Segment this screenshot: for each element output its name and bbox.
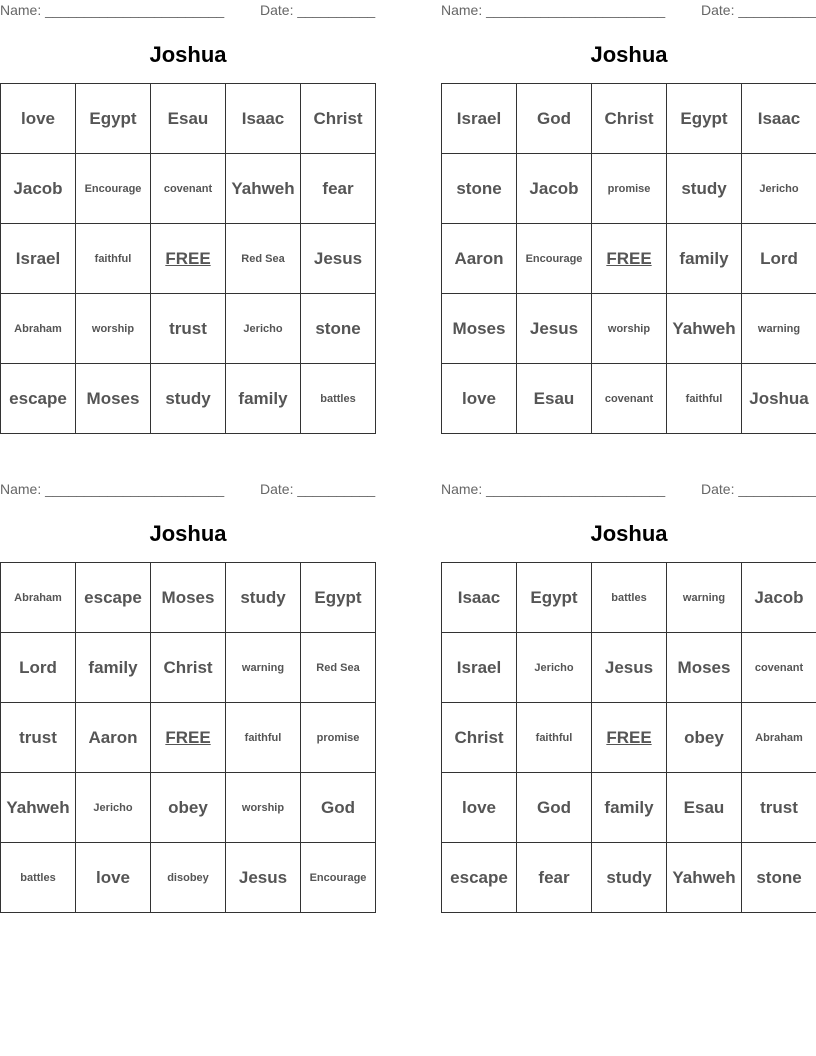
bingo-cell: Moses	[151, 563, 226, 633]
grid-row	[1, 364, 376, 434]
bingo-cell: family	[592, 773, 667, 843]
bingo-cell: Esau	[517, 364, 592, 434]
grid-row	[1, 563, 376, 633]
bingo-cell: love	[442, 364, 517, 434]
bingo-cell: Egypt	[667, 84, 742, 154]
bingo-cell: battles	[592, 563, 667, 633]
bingo-cell: trust	[1, 703, 76, 773]
bingo-cell: Christ	[592, 84, 667, 154]
date-field-label: Date: __________	[701, 481, 816, 497]
bingo-cell: family	[76, 633, 151, 703]
bingo-cell: Jericho	[742, 154, 816, 224]
bingo-cell: study	[151, 364, 226, 434]
grid-row	[442, 843, 816, 913]
bingo-cell: love	[442, 773, 517, 843]
date-field-label: Date: __________	[260, 481, 376, 497]
name-date-row	[441, 479, 816, 501]
name-field-label: Name: _______________________	[0, 2, 225, 18]
free-space-cell: FREE	[151, 224, 226, 294]
bingo-cell: Israel	[1, 224, 76, 294]
name-field-label: Name: _______________________	[441, 481, 666, 497]
free-space-cell: FREE	[592, 224, 667, 294]
bingo-grid	[441, 83, 816, 434]
bingo-cell: faithful	[517, 703, 592, 773]
grid-row	[442, 224, 816, 294]
bingo-cell: warning	[742, 294, 816, 364]
bingo-cell: family	[667, 224, 742, 294]
bingo-cell: Christ	[442, 703, 517, 773]
bingo-cell: God	[517, 773, 592, 843]
bingo-cell: Jericho	[226, 294, 301, 364]
name-field-label: Name: _______________________	[441, 2, 666, 18]
name-field-label: Name: _______________________	[0, 481, 225, 497]
grid-row	[1, 224, 376, 294]
bingo-cell: study	[226, 563, 301, 633]
bingo-cell: love	[1, 84, 76, 154]
bingo-cell: Christ	[151, 633, 226, 703]
bingo-card-1	[0, 0, 376, 408]
bingo-cell: Esau	[667, 773, 742, 843]
bingo-cell: Christ	[301, 84, 376, 154]
bingo-cell: Red Sea	[301, 633, 376, 703]
bingo-cell: Moses	[76, 364, 151, 434]
bingo-cell: Isaac	[442, 563, 517, 633]
bingo-cell: Jericho	[517, 633, 592, 703]
bingo-cell: obey	[151, 773, 226, 843]
grid-row	[442, 364, 816, 434]
bingo-cell: Israel	[442, 84, 517, 154]
bingo-grid	[0, 562, 376, 913]
bingo-cell: Jesus	[301, 224, 376, 294]
bingo-grid	[0, 83, 376, 434]
grid-row	[442, 84, 816, 154]
bingo-cell: escape	[442, 843, 517, 913]
bingo-cell: Encourage	[301, 843, 376, 913]
bingo-cell: family	[226, 364, 301, 434]
bingo-cell: God	[517, 84, 592, 154]
bingo-cell: study	[592, 843, 667, 913]
bingo-cell: disobey	[151, 843, 226, 913]
name-date-row	[0, 0, 376, 22]
bingo-cell: Moses	[667, 633, 742, 703]
bingo-cell: study	[667, 154, 742, 224]
bingo-cell: Lord	[1, 633, 76, 703]
bingo-cell: promise	[301, 703, 376, 773]
bingo-cell: Red Sea	[226, 224, 301, 294]
bingo-cell: faithful	[76, 224, 151, 294]
bingo-cell: stone	[442, 154, 517, 224]
bingo-cell: Jacob	[1, 154, 76, 224]
grid-row	[442, 294, 816, 364]
bingo-card-2	[441, 0, 816, 408]
bingo-cell: battles	[301, 364, 376, 434]
date-field-label: Date: __________	[701, 2, 816, 18]
bingo-cell: battles	[1, 843, 76, 913]
bingo-cell: Yahweh	[667, 843, 742, 913]
bingo-cell: Abraham	[1, 563, 76, 633]
bingo-cell: Isaac	[226, 84, 301, 154]
bingo-cell: faithful	[667, 364, 742, 434]
bingo-cell: Encourage	[76, 154, 151, 224]
free-space-cell: FREE	[151, 703, 226, 773]
bingo-cell: Israel	[442, 633, 517, 703]
bingo-cell: Yahweh	[226, 154, 301, 224]
bingo-cell: Yahweh	[667, 294, 742, 364]
bingo-cell: stone	[301, 294, 376, 364]
bingo-cell: covenant	[151, 154, 226, 224]
bingo-cell: Joshua	[742, 364, 816, 434]
bingo-cell: God	[301, 773, 376, 843]
bingo-cell: Egypt	[517, 563, 592, 633]
bingo-cell: warning	[667, 563, 742, 633]
bingo-cell: trust	[151, 294, 226, 364]
bingo-cell: escape	[1, 364, 76, 434]
bingo-cell: worship	[592, 294, 667, 364]
grid-row	[1, 154, 376, 224]
bingo-grid	[441, 562, 816, 913]
grid-row	[1, 84, 376, 154]
bingo-cell: Aaron	[442, 224, 517, 294]
bingo-cell: Esau	[151, 84, 226, 154]
bingo-cell: Jesus	[226, 843, 301, 913]
bingo-cell: Lord	[742, 224, 816, 294]
card-title: Joshua	[149, 521, 227, 546]
name-date-row	[441, 0, 816, 22]
name-date-row	[0, 479, 376, 501]
bingo-cell: warning	[226, 633, 301, 703]
bingo-cell: Abraham	[1, 294, 76, 364]
bingo-cell: Yahweh	[1, 773, 76, 843]
grid-row	[442, 703, 816, 773]
bingo-cell: stone	[742, 843, 816, 913]
grid-row	[442, 633, 816, 703]
bingo-cell: covenant	[592, 364, 667, 434]
bingo-cell: Egypt	[301, 563, 376, 633]
date-field-label: Date: __________	[260, 2, 376, 18]
grid-row	[1, 633, 376, 703]
grid-row	[1, 843, 376, 913]
bingo-cell: escape	[76, 563, 151, 633]
grid-row	[442, 563, 816, 633]
grid-row	[1, 294, 376, 364]
bingo-card-3	[0, 479, 376, 887]
bingo-cell: Aaron	[76, 703, 151, 773]
bingo-cell: worship	[76, 294, 151, 364]
bingo-cell: fear	[301, 154, 376, 224]
bingo-cell: Moses	[442, 294, 517, 364]
bingo-cell: fear	[517, 843, 592, 913]
card-title: Joshua	[590, 42, 668, 67]
bingo-card-4	[441, 479, 816, 887]
bingo-cell: Encourage	[517, 224, 592, 294]
bingo-cell: Jacob	[517, 154, 592, 224]
card-title: Joshua	[590, 521, 668, 546]
bingo-cell: Jacob	[742, 563, 816, 633]
bingo-cell: covenant	[742, 633, 816, 703]
bingo-cell: Egypt	[76, 84, 151, 154]
card-title: Joshua	[149, 42, 227, 67]
bingo-cell: worship	[226, 773, 301, 843]
bingo-cell: love	[76, 843, 151, 913]
grid-row	[442, 773, 816, 843]
bingo-cell: promise	[592, 154, 667, 224]
grid-row	[1, 773, 376, 843]
bingo-cell: Isaac	[742, 84, 816, 154]
grid-row	[442, 154, 816, 224]
bingo-cell: faithful	[226, 703, 301, 773]
bingo-cell: Abraham	[742, 703, 816, 773]
grid-row	[1, 703, 376, 773]
bingo-cell: Jesus	[517, 294, 592, 364]
bingo-cell: trust	[742, 773, 816, 843]
free-space-cell: FREE	[592, 703, 667, 773]
bingo-cell: Jesus	[592, 633, 667, 703]
bingo-cell: obey	[667, 703, 742, 773]
bingo-cell: Jericho	[76, 773, 151, 843]
